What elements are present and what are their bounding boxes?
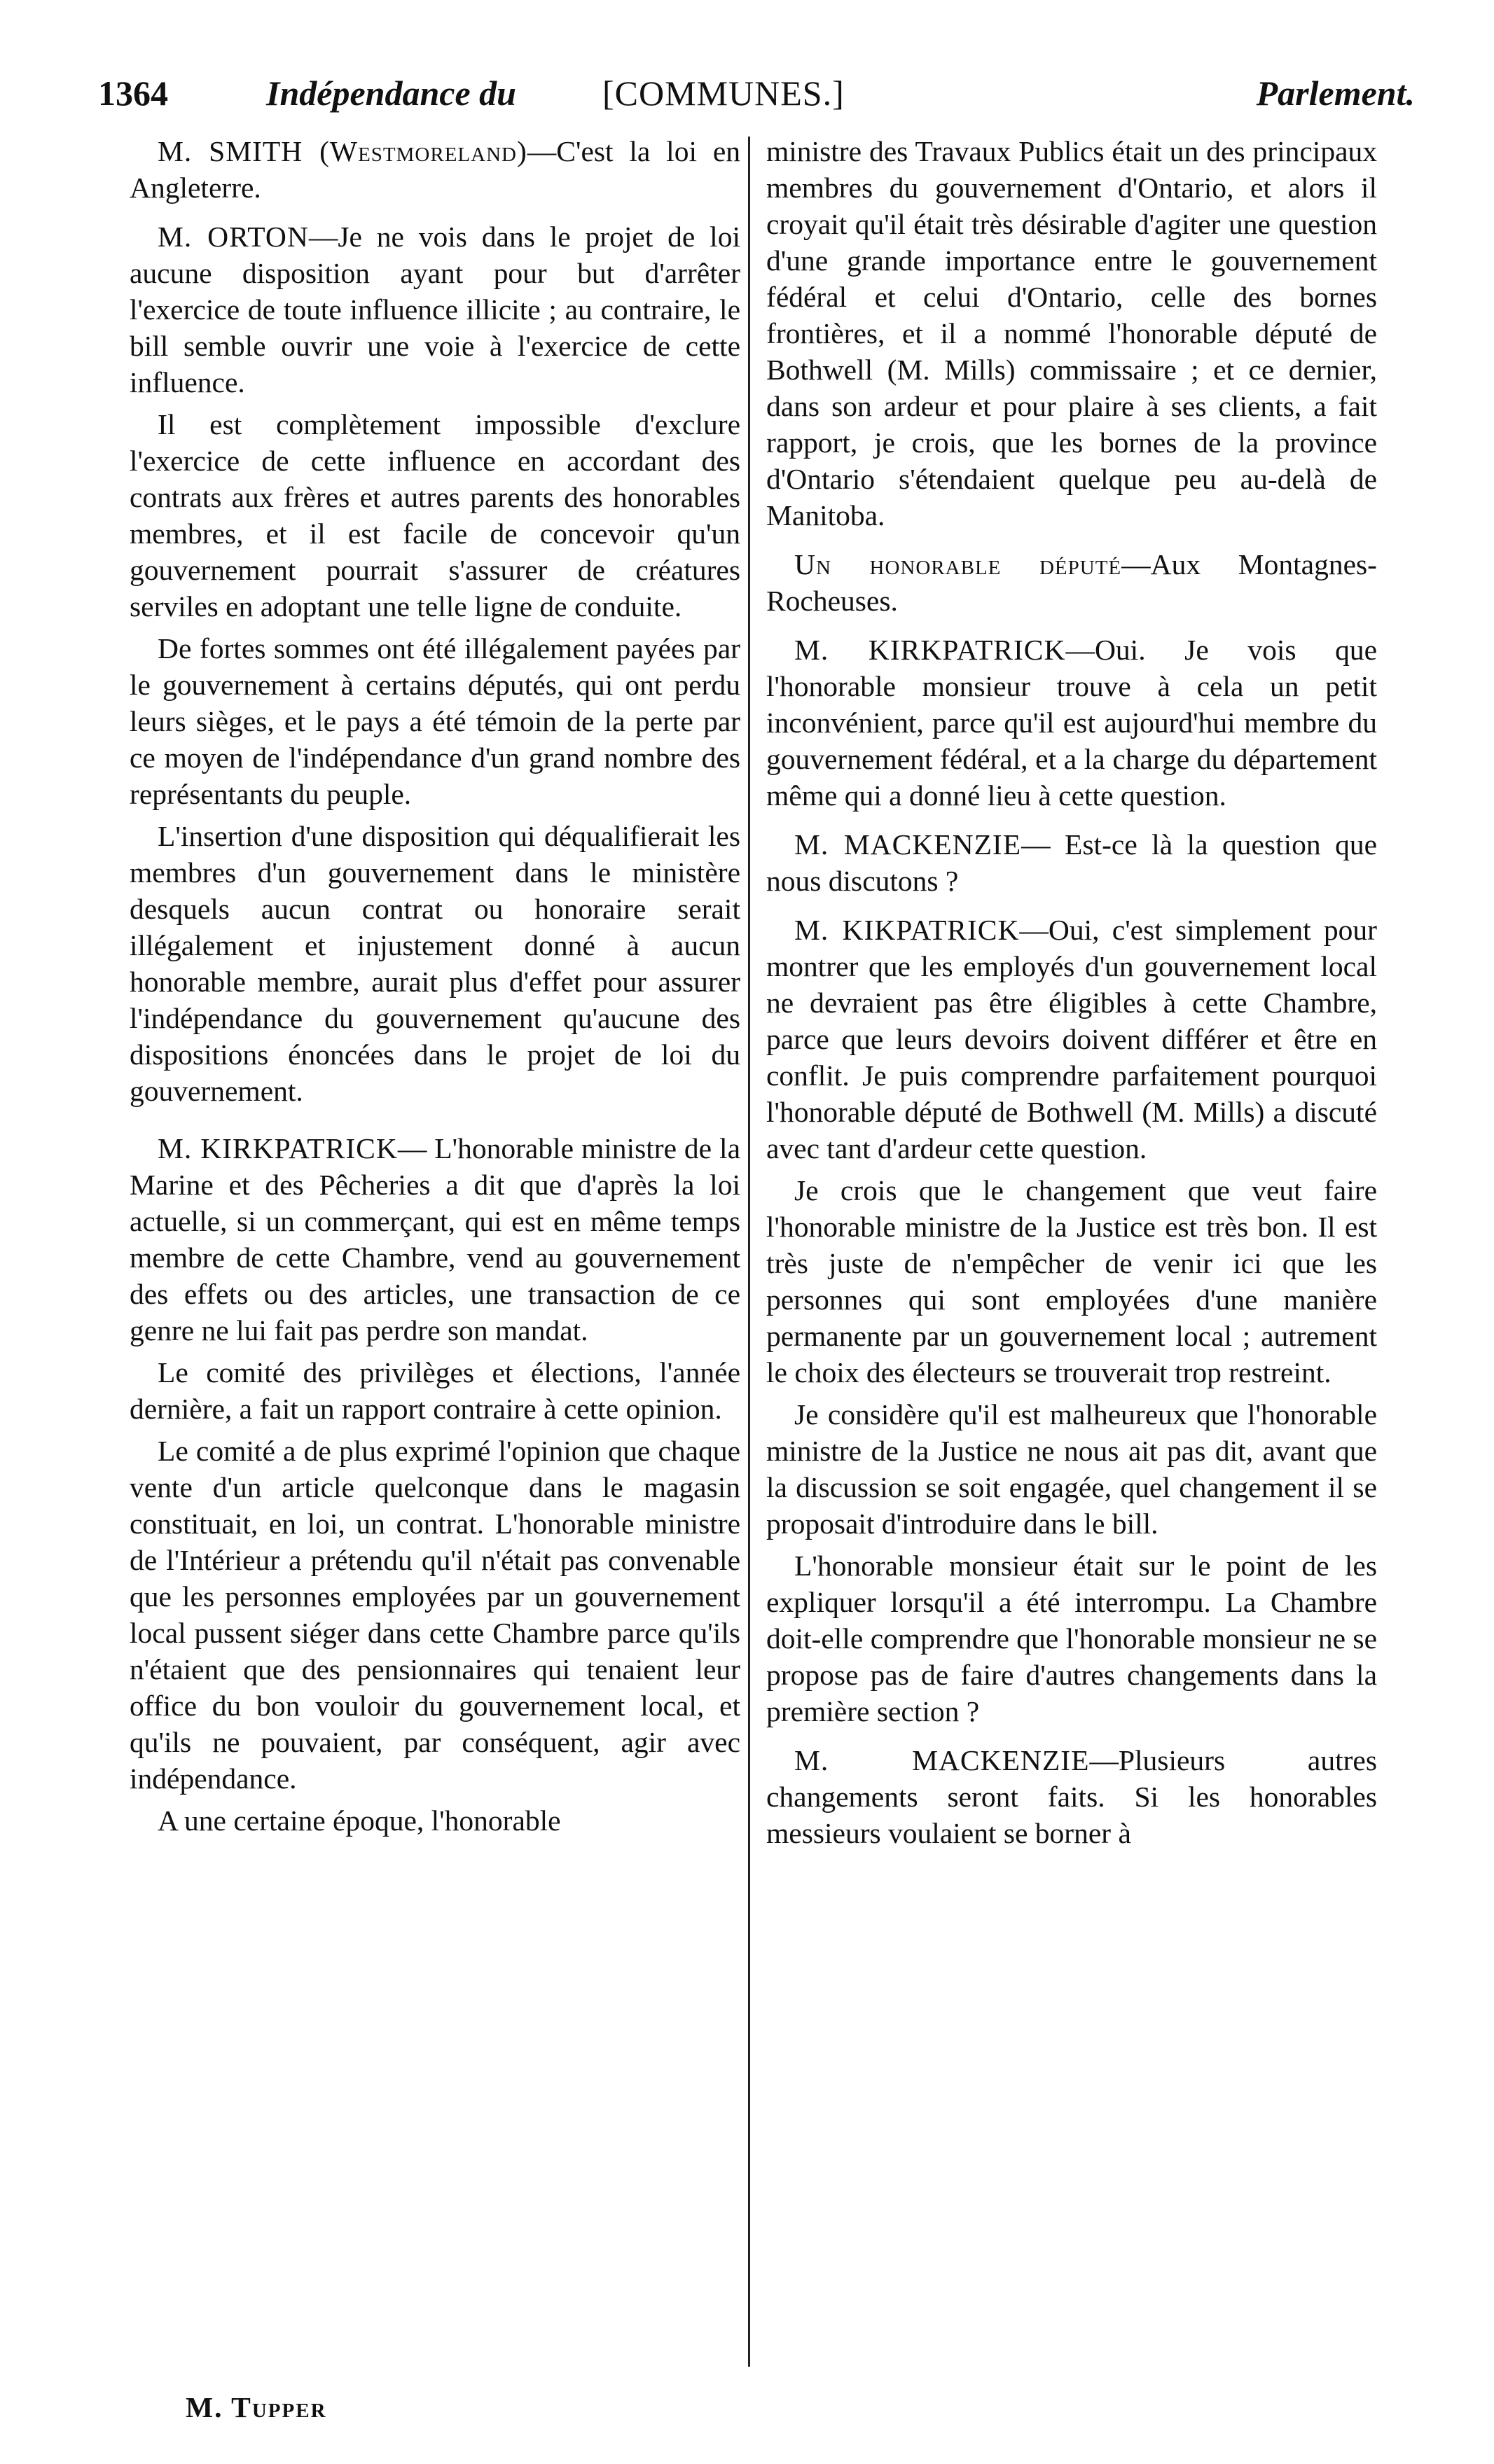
paragraph: Le comité a de plus exprimé l'opinion que chaque vente d'un article quelconque dans le magasin constituait, en loi, un contrat. L'honorable ministre de l'Intérieur a prétendu qu'il n'était pas convenable que les personnes employées par un gouvernement local pussent siéger dans cette Chambre parce qu'ils n'étaient que des pensionnaires qui tenaient leur office du bon vouloir du gouvernement local, et qu'ils ne pouvaient, par conséquent, agir avec indépendance. [130,1435,740,1795]
paragraph [130,133,740,206]
right-column [766,133,1377,1857]
paragraph: A une certaine époque, l'honorable [158,1804,561,1837]
catchword: M. Tupper [186,2391,327,2423]
running-title-right: Parlement. [1256,74,1415,113]
paragraph: Le comité des privilèges et élections, l'année dernière, a fait un rapport contraire à cette opinion. [130,1356,740,1425]
paragraph: ministre des Travaux Publics était un des principaux membres du gouvernement d'Ontario, et alors il croyait qu'il était très désirable d'agiter une question d'une grande importance entre le gouvernement fédéral et celui d'Ontario, celle des bornes frontières, et il a nommé l'honorable député de Bothwell (M. Mills) commissaire ; et ce dernier, dans son ardeur et pour plaire à ses clients, a fait rapport, je crois, que les bornes de la province d'Ontario s'étendaient quelque peu au-delà de Manitoba. [766,135,1377,531]
paragraph: Il est complètement impossible d'exclure l'exercice de cette influence en accordant des contrats aux frères et autres parents des honorables membres, et il est facile de concevoir qu'un gouvernement pourrait s'assurer de créatures serviles en adoptant une telle ligne de conduite. [130,408,740,622]
speaker-name: M. SMITH (Westmoreland) [158,135,527,167]
speech-text: —Aux Montagnes-Rocheuses. [766,548,1377,617]
speech-text: —Oui. Je vois que l'honorable monsieur trouve à cela un petit inconvénient, parce qu'il est aujourd'hui membre du gouvernement fédéral, et a la charge du département même qui a donné lieu à cette question. [766,634,1378,812]
speaker-name: M. MACKENZIE [794,1744,1090,1776]
speaker-name: M. MACKENZIE [794,828,1022,861]
paragraph: Je considère qu'il est malheureux que l'honorable ministre de la Justice ne nous ait pas dit, avant que la discussion se soit engagée, quel changement il se proposait d'introduire dans le bill. [766,1398,1377,1540]
speech-text: —Plusieurs autres changements seront faits. Si les honorables messieurs voulaient se borner à [766,1744,1377,1849]
paragraph [130,218,740,401]
paragraph: L'honorable monsieur était sur le point de les expliquer lorsqu'il a été interrompu. La Chambre doit-elle comprendre que l'honorable monsieur ne se propose pas de faire d'autres changements dans la première section ? [766,1550,1377,1727]
paragraph: Je crois que le changement que veut faire l'honorable ministre de la Justice est très bon. Il est très juste de n'empêcher de venir ici que les personnes qui sont employées d'une manière permanente par un gouvernement local ; autrement le choix des électeurs se trouverait trop restreint. [766,1174,1377,1388]
page-number: 1364 [98,74,168,113]
speaker-name: Un honorable député [794,548,1122,580]
paragraph [766,826,1377,899]
speaker-name: M. KIRKPATRICK [794,634,1066,666]
speaker-name: M. ORTON [158,221,309,253]
column-divider [748,137,750,2367]
paragraph [766,632,1377,814]
left-column [130,133,740,1844]
section-title: [COMMUNES.] [602,74,845,113]
paragraph [766,1742,1377,1851]
running-title-left: Indépendance du [266,74,516,113]
speech-text: —Je ne vois dans le projet de loi aucune disposition ayant pour but d'arrêter l'exercice de toute influence illicite ; au contraire, le bill semble ouvrir une voie à l'exercice de cette influence. [130,221,740,398]
page-header [98,62,1415,125]
speaker-name: M. KIKPATRICK [794,914,1020,946]
speech-text: — Est-ce là la question que nous discutons ? [766,828,1377,897]
paragraph: L'insertion d'une disposition qui déqualifierait les membres d'un gouvernement dans le ministère desquels aucun contrat ou honoraire serait illégalement et injustement donné à aucun honorable membre, aurait plus d'effet pour assurer l'indépendance du gouvernement qu'aucune des dispositions énoncées dans le projet de loi du gouvernement. [130,820,740,1107]
speaker-name: M. KIRKPATRICK [158,1132,398,1164]
paragraph [766,912,1377,1167]
paragraph: De fortes sommes ont été illégalement payées par le gouvernement à certains députés, qui ont perdu leurs sièges, et le pays a été témoin de la perte par ce moyen de l'indépendance d'un grand nombre des représentants du peuple. [130,632,740,810]
paragraph [766,546,1377,619]
speech-text: —C'est la loi en Angleterre. [130,135,740,204]
paragraph [130,1130,740,1349]
speech-text: — L'honorable ministre de la Marine et des Pêcheries a dit que d'après la loi actuelle, si un commerçant, qui est en même temps membre de cette Chambre, vend au gouvernement des effets ou des articles, une transaction de ce genre ne lui fait pas perdre son mandat. [130,1132,740,1346]
speech-text: —Oui, c'est simplement pour montrer que les employés d'un gouvernement local ne devraient pas être éligibles à cette Chambre, parce que leurs devoirs doivent différer et être en conflit. Je puis comprendre parfaitement pourquoi l'honorable député de Bothwell (M. Mills) a discuté avec tant d'ardeur cette question. [766,914,1377,1164]
